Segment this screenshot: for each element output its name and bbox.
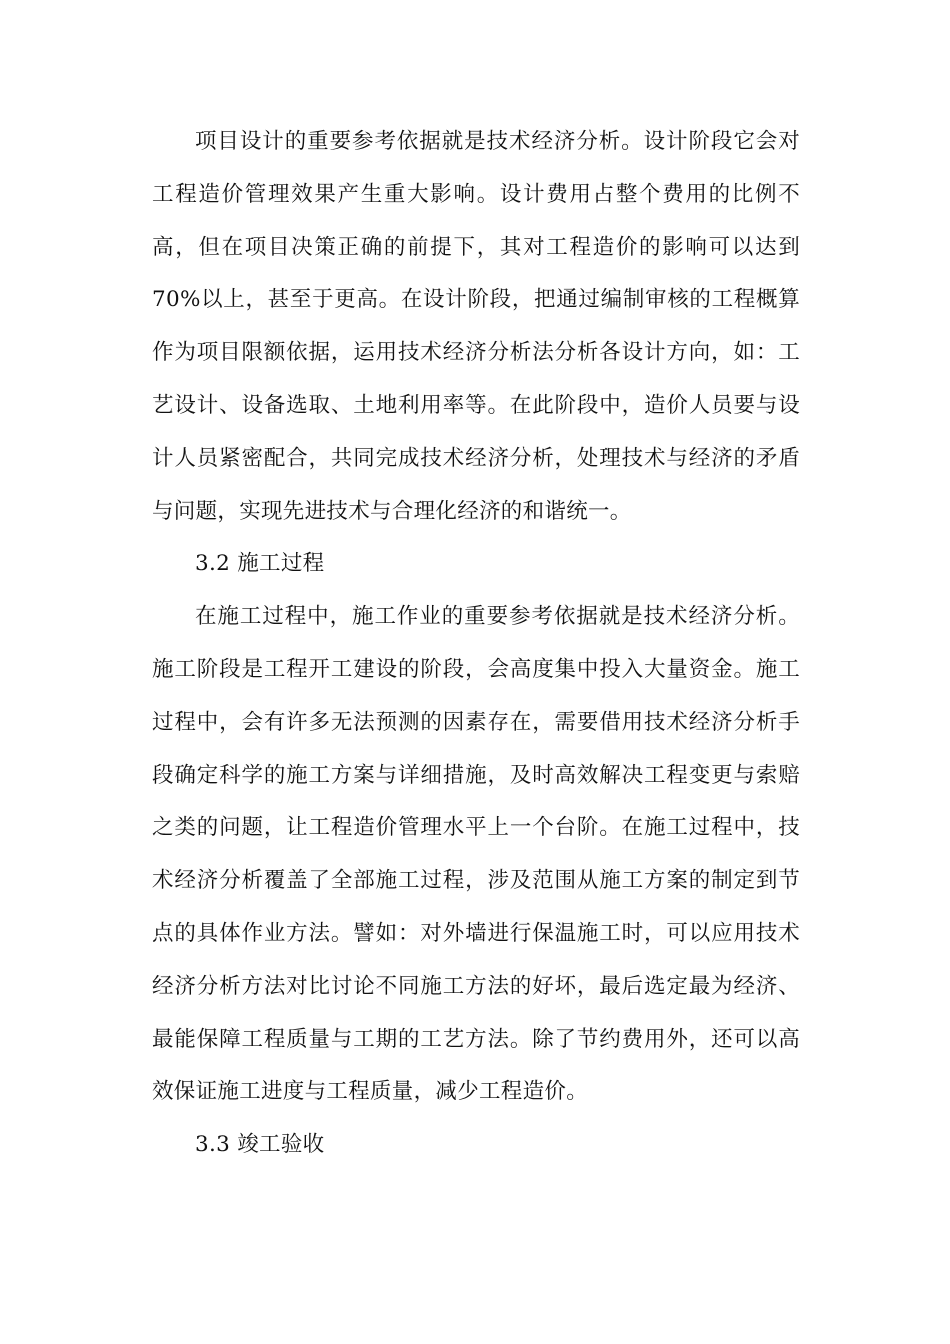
- paragraph-construction-process: 在施工过程中，施工作业的重要参考依据就是技术经济分析。施工阶段是工程开工建设的阶段，会高度集中投入大量资金。施工过程中，会有许多无法预测的因素存在，需要借用技术经济分析手段确定科学的施工方案与详细措施，及时高效解决工程变更与索赔之类的问题，让工程造价管理水平上一个台阶。在施工过程中，技术经济分析覆盖了全部施工过程，涉及范围从施工方案的制定到节点的具体作业方法。譬如：对外墙进行保温施工时，可以应用技术经济分析方法对比讨论不同施工方法的好坏，最后选定最为经济、最能保障工程质量与工期的工艺方法。除了节约费用外，还可以高效保证施工进度与工程质量，减少工程造价。: [152, 604, 800, 1105]
- section-heading-completion-acceptance: 3.3 竣工验收: [195, 1132, 325, 1158]
- paragraph-design-stage: 项目设计的重要参考依据就是技术经济分析。设计阶段它会对工程造价管理效果产生重大影响。设计费用占整个费用的比例不高，但在项目决策正确的前提下，其对工程造价的影响可以达到70%以上，甚至于更高。在设计阶段，把通过编制审核的工程概算作为项目限额依据，运用技术经济分析法分析各设计方向，如：工艺设计、设备选取、土地利用率等。在此阶段中，造价人员要与设计人员紧密配合，共同完成技术经济分析，处理技术与经济的矛盾与问题，实现先进技术与合理化经济的和谐统一。: [152, 129, 800, 524]
- section-heading-construction-process: 3.2 施工过程: [195, 551, 325, 577]
- document-body: [152, 116, 800, 1172]
